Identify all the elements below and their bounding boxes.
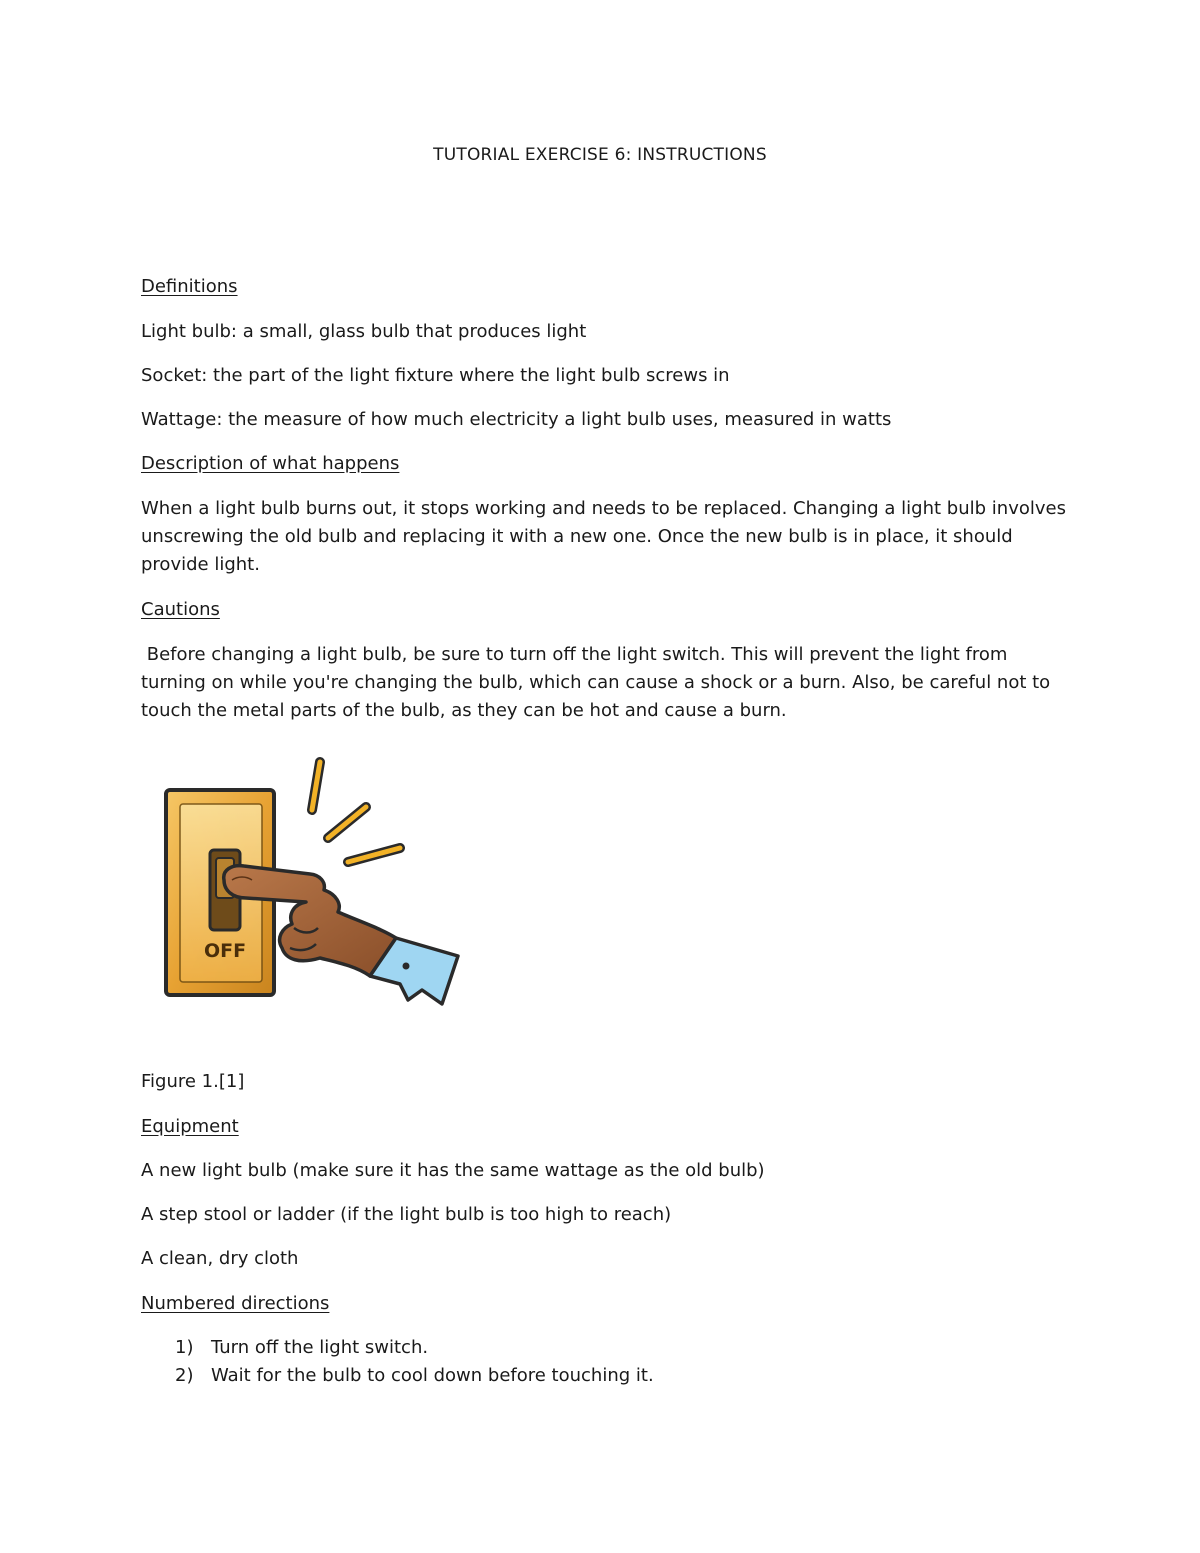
direction-step-2 (141, 1362, 654, 1390)
direction-number: 1) (175, 1337, 194, 1358)
description-heading: Description of what happens (141, 453, 400, 474)
cautions-heading: Cautions (141, 599, 220, 620)
definition-light-bulb: Light bulb: a small, glass bulb that produces light (141, 321, 587, 342)
figure-caption: Figure 1.[1] (141, 1071, 245, 1092)
description-paragraph: When a light bulb burns out, it stops working and needs to be replaced. Changing a light bulb involves unscrewing the old bulb and replacing it with a new one. Once the new bulb is in place, it should provide light. (141, 498, 1066, 575)
cautions-paragraph: Before changing a light bulb, be sure to turn off the light switch. This will prevent the light from turning on while you're changing the bulb, which can cause a shock or a burn. Also, be careful not to touch the metal parts of the bulb, as they can be hot and cause a burn. (141, 644, 1056, 721)
definitions-heading: Definitions (141, 276, 238, 297)
directions-heading: Numbered directions (141, 1293, 330, 1314)
equipment-heading: Equipment (141, 1116, 239, 1137)
equipment-item-ladder: A step stool or ladder (if the light bulb is too high to reach) (141, 1204, 672, 1225)
light-switch-figure (160, 752, 465, 1014)
definition-wattage: Wattage: the measure of how much electricity a light bulb uses, measured in watts (141, 409, 892, 430)
definition-socket: Socket: the part of the light fixture where the light bulb screws in (141, 365, 730, 386)
document-title: TUTORIAL EXERCISE 6: INSTRUCTIONS (433, 145, 767, 165)
light-switch-illustration (160, 752, 465, 1014)
equipment-item-bulb: A new light bulb (make sure it has the same wattage as the old bulb) (141, 1160, 765, 1181)
direction-text: Turn off the light switch. (211, 1337, 429, 1358)
directions-list (141, 1334, 654, 1390)
equipment-item-cloth: A clean, dry cloth (141, 1248, 299, 1269)
direction-number: 2) (175, 1365, 194, 1386)
direction-step-1 (141, 1334, 654, 1362)
switch-off-label: OFF (204, 940, 247, 962)
direction-text: Wait for the bulb to cool down before touching it. (211, 1365, 654, 1386)
motion-lines-icon (312, 762, 400, 862)
